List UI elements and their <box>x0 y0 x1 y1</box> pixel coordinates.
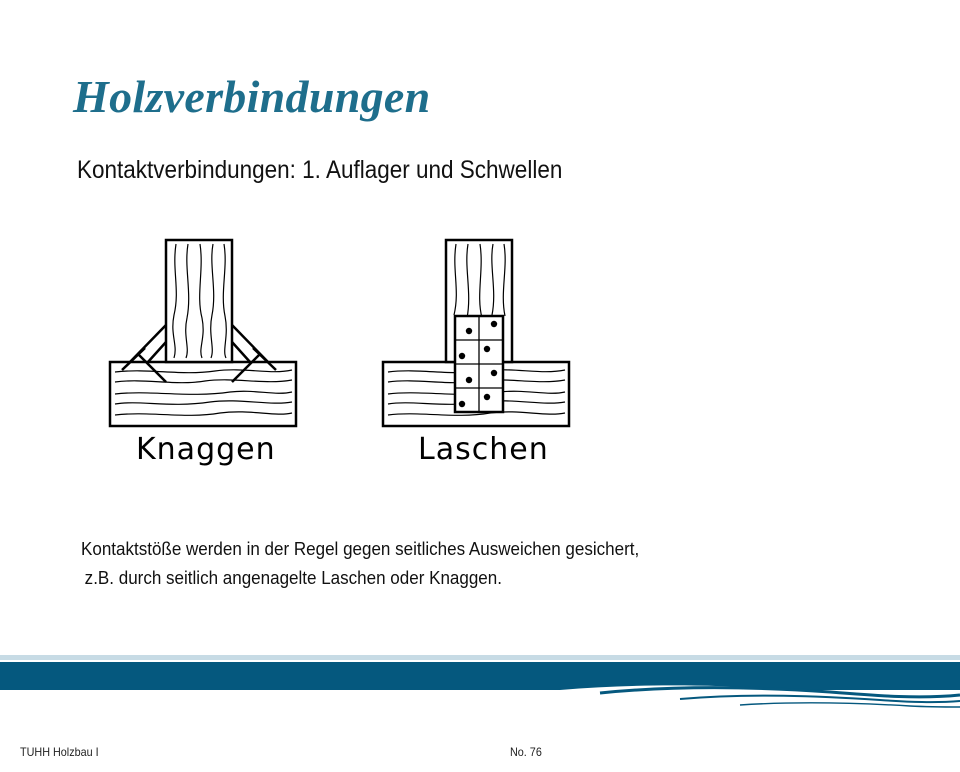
body-line-2: z.B. durch seitlich angenagelte Laschen oder Knaggen. <box>84 567 502 588</box>
knaggen-drawing <box>110 240 296 426</box>
body-paragraph <box>81 534 639 592</box>
figure-label-knaggen: Knaggen <box>136 432 276 467</box>
figure-label-laschen: Laschen <box>418 432 549 467</box>
laschen-drawing <box>383 240 569 426</box>
page-title: Holzverbindungen <box>73 71 431 122</box>
footer-page-number: No. 76 <box>510 745 542 759</box>
body-line-1: Kontaktstöße werden in der Regel gegen seitliches Ausweichen gesichert, <box>81 538 640 559</box>
footer-wave-band <box>0 655 960 715</box>
footer-course: TUHH Holzbau I <box>20 745 99 759</box>
page-subtitle: Kontaktverbindungen: 1. Auflager und Schwellen <box>77 156 563 184</box>
